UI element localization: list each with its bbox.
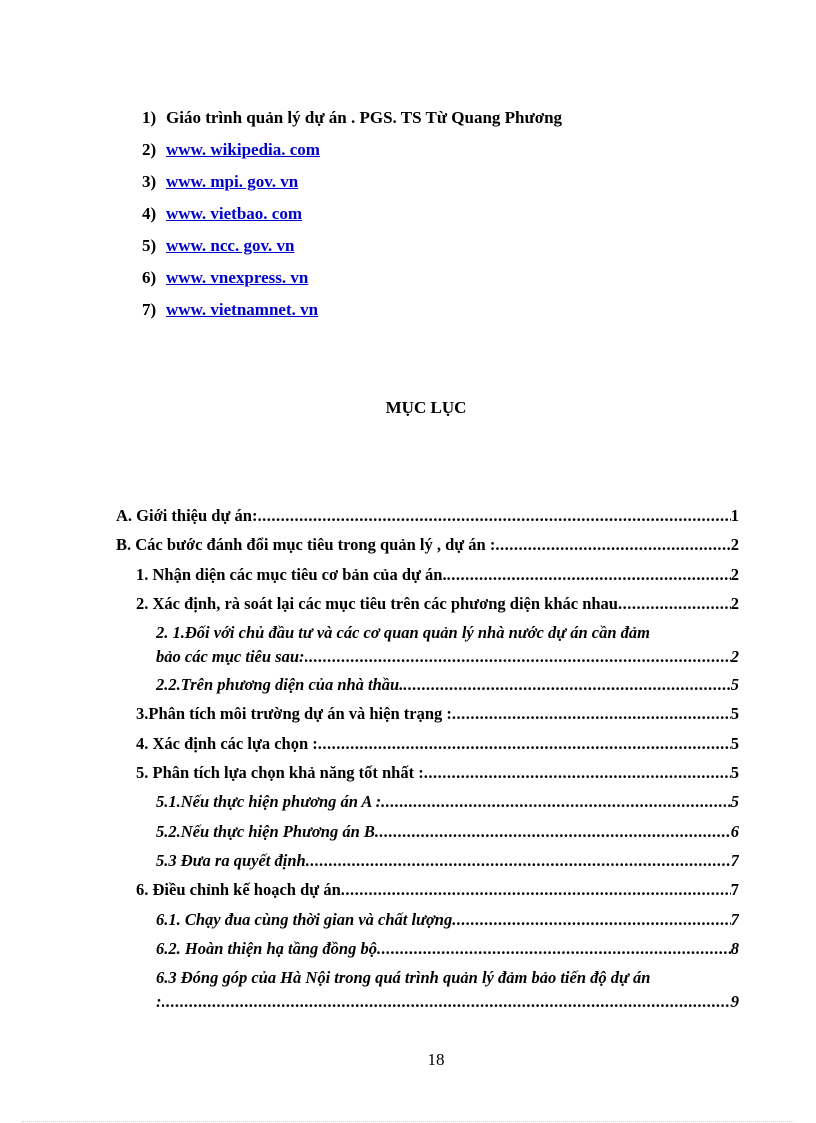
toc-page-number: 6 bbox=[730, 821, 739, 841]
reference-number: 1) bbox=[142, 108, 157, 127]
toc-entry[interactable] bbox=[156, 790, 739, 819]
reference-number: 4) bbox=[142, 204, 157, 223]
reference-link[interactable]: www. vietbao. com bbox=[166, 204, 302, 223]
toc-entry-text: 3.Phân tích môi trường dự án và hiện trạng : bbox=[136, 704, 452, 724]
toc-entry[interactable] bbox=[116, 504, 739, 533]
toc-entry[interactable] bbox=[156, 937, 739, 966]
toc-entry[interactable] bbox=[136, 878, 739, 907]
toc-entry-first-line: 6.3 Đóng góp của Hà Nội trong quá trình quản lý đảm bảo tiến độ dự án bbox=[156, 968, 651, 988]
toc-entry[interactable] bbox=[136, 761, 739, 790]
toc-page-number: 5 bbox=[730, 792, 739, 812]
toc-page-number: 7 bbox=[730, 909, 739, 929]
toc-page-number: 5 bbox=[730, 675, 739, 695]
reference-item bbox=[142, 172, 662, 204]
toc-entry[interactable] bbox=[156, 908, 739, 937]
reference-item bbox=[142, 268, 662, 300]
toc-page-number: 2 bbox=[730, 647, 739, 667]
reference-link[interactable]: www. ncc. gov. vn bbox=[166, 236, 295, 255]
toc-entry-text: bảo các mục tiêu sau: bbox=[156, 647, 305, 667]
reference-item bbox=[142, 204, 662, 236]
toc-entry[interactable] bbox=[136, 732, 739, 761]
toc-entry[interactable] bbox=[156, 966, 739, 1018]
toc-page-number: 8 bbox=[730, 938, 739, 958]
reference-list bbox=[142, 108, 662, 332]
toc-entry[interactable] bbox=[156, 621, 739, 673]
toc-entry-text: 2.2.Trên phương diện của nhà thầu. bbox=[156, 675, 404, 695]
toc-entry[interactable] bbox=[116, 533, 739, 562]
toc-entry[interactable] bbox=[136, 592, 739, 621]
reference-number: 7) bbox=[142, 300, 157, 319]
toc-page-number: 1 bbox=[730, 506, 739, 525]
toc-entry[interactable] bbox=[136, 563, 739, 592]
toc-page-number: 5 bbox=[730, 704, 739, 724]
toc-entry-text: 2. Xác định, rà soát lại các mục tiêu trên các phương diện khác nhau bbox=[136, 593, 618, 613]
reference-item bbox=[142, 140, 662, 172]
toc-entry[interactable] bbox=[156, 849, 739, 878]
toc-entry-first-line: 2. 1.Đối với chủ đầu tư và các cơ quan quản lý nhà nước dự án cần đảm bbox=[156, 623, 650, 643]
reference-number: 3) bbox=[142, 172, 157, 191]
toc-page-number: 5 bbox=[730, 763, 739, 783]
toc-entry[interactable] bbox=[156, 673, 739, 702]
reference-link[interactable]: www. wikipedia. com bbox=[166, 140, 320, 159]
reference-link[interactable]: www. vnexpress. vn bbox=[166, 268, 309, 287]
toc-entry-text: B. Các bước đánh đổi mục tiêu trong quản lý , dự án : bbox=[116, 535, 496, 555]
reference-item bbox=[142, 236, 662, 268]
reference-item bbox=[142, 300, 662, 332]
reference-link[interactable]: www. mpi. gov. vn bbox=[166, 172, 299, 191]
toc-entry-text: 6.2. Hoàn thiện hạ tầng đồng bộ bbox=[156, 938, 377, 958]
toc-entry-text: : bbox=[156, 992, 162, 1012]
reference-number: 5) bbox=[142, 236, 157, 255]
toc-entry-text: 6.1. Chạy đua cùng thời gian và chất lượng bbox=[156, 909, 453, 929]
page-bottom-divider bbox=[22, 1121, 794, 1122]
toc-page-number: 7 bbox=[730, 850, 739, 870]
toc-entry-text: 5.3 Đưa ra quyết định bbox=[156, 850, 306, 870]
toc-title: MỤC LỤC bbox=[385, 398, 467, 417]
toc-page-number: 9 bbox=[730, 992, 739, 1012]
toc-entry[interactable] bbox=[136, 702, 739, 731]
toc-entry[interactable] bbox=[156, 820, 739, 849]
toc-entry-text: 4. Xác định các lựa chọn : bbox=[136, 733, 318, 753]
reference-item bbox=[142, 108, 662, 140]
reference-number: 2) bbox=[142, 140, 157, 159]
toc-page-number: 2 bbox=[730, 535, 739, 555]
reference-number: 6) bbox=[142, 268, 157, 287]
reference-text: Giáo trình quản lý dự án . PGS. TS Từ Quang Phương bbox=[166, 108, 563, 127]
toc-entry-text: A. Giới thiệu dự án: bbox=[116, 506, 258, 525]
page-number: 18 bbox=[427, 1050, 445, 1069]
table-of-contents bbox=[116, 504, 739, 1018]
toc-entry-text: 5. Phân tích lựa chọn khả năng tốt nhất : bbox=[136, 763, 424, 783]
toc-page-number: 5 bbox=[730, 733, 739, 753]
toc-entry-text: 6. Điều chỉnh kế hoạch dự án bbox=[136, 880, 341, 900]
toc-entry-text: 5.2.Nếu thực hiện Phương án B bbox=[156, 821, 375, 841]
toc-page-number: 7 bbox=[730, 880, 739, 900]
toc-entry-text: 5.1.Nếu thực hiện phương án A : bbox=[156, 792, 382, 812]
reference-link[interactable]: www. vietnamnet. vn bbox=[166, 300, 319, 319]
toc-page-number: 2 bbox=[730, 593, 739, 613]
toc-page-number: 2 bbox=[730, 564, 739, 584]
toc-entry-text: 1. Nhận diện các mục tiêu cơ bản của dự án. bbox=[136, 564, 447, 584]
